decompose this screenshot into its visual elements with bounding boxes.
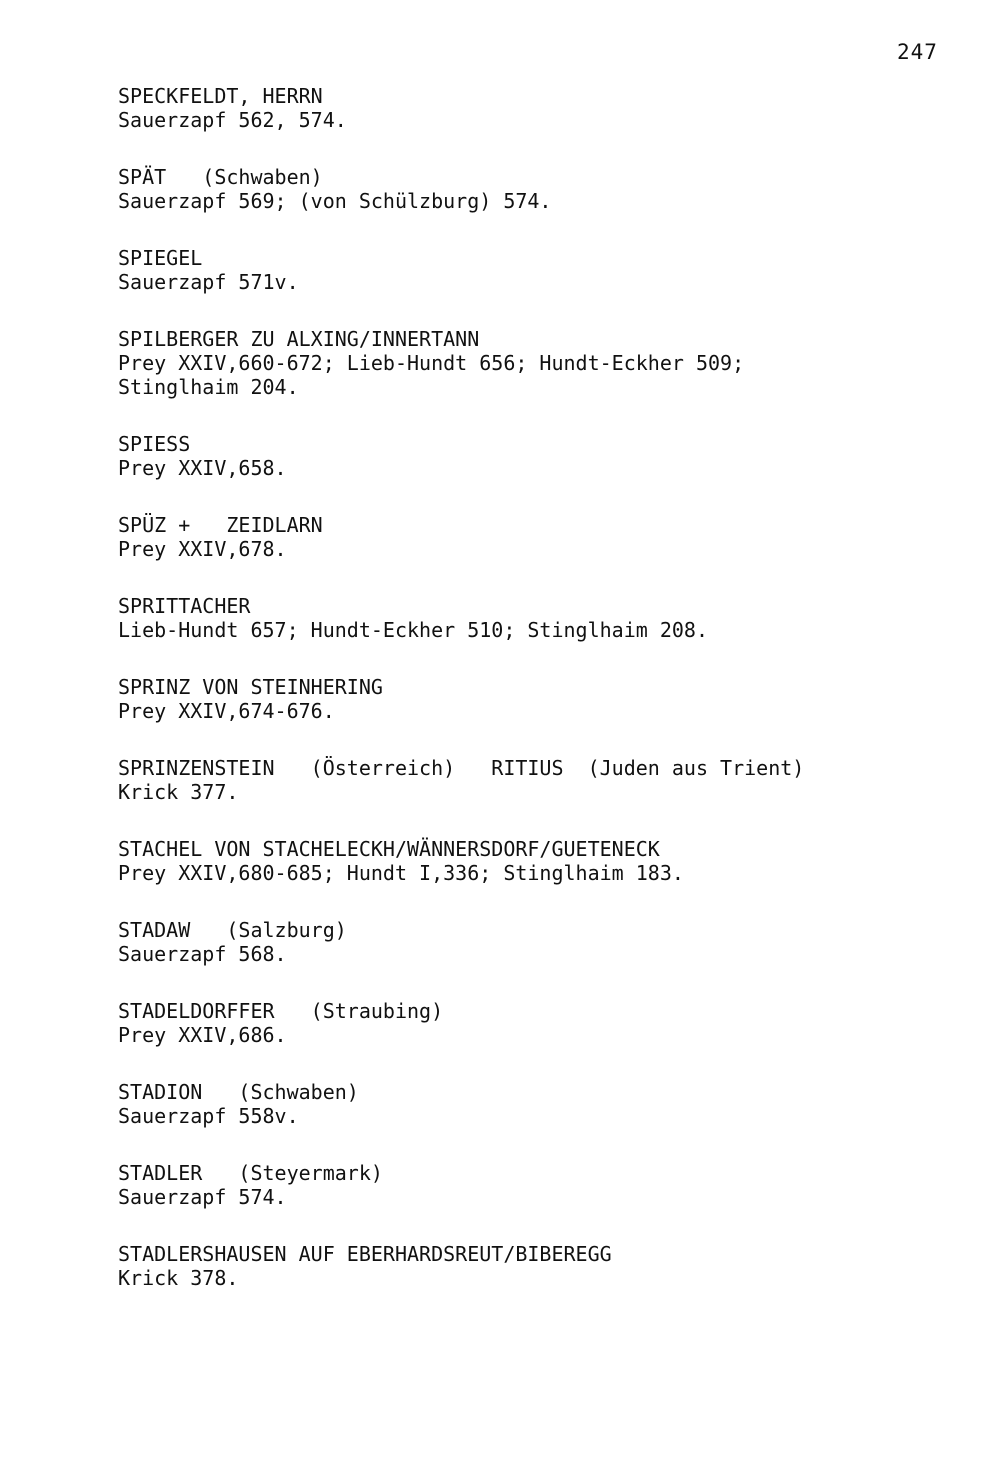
list-item [118,246,978,294]
entry-reference: Prey XXIV,660-672; Lieb-Hundt 656; Hundt-Eckher 509; [118,351,745,375]
entry-heading: SPÄT (Schwaben) [118,165,323,189]
entry-reference: Prey XXIV,680-685; Hundt I,336; Stinglhaim 183. [118,861,684,885]
entry-reference: Prey XXIV,678. [118,537,287,561]
entry-heading: STADELDORFFER (Straubing) [118,999,444,1023]
entry-heading: STADLERSHAUSEN AUF EBERHARDSREUT/BIBEREGG [118,1242,612,1266]
entry-reference: Prey XXIV,674-676. [118,699,335,723]
entry-list [118,84,978,1323]
entry-reference: Sauerzapf 571v. [118,270,299,294]
entry-heading: STADAW (Salzburg) [118,918,347,942]
list-item [118,327,978,399]
entry-reference: Krick 378. [118,1266,239,1290]
list-item [118,84,978,132]
entry-reference: Krick 377. [118,780,239,804]
entry-reference: Stinglhaim 204. [118,375,299,399]
entry-reference: Sauerzapf 562, 574. [118,108,347,132]
entry-heading: SPECKFELDT, HERRN [118,84,323,108]
entry-reference: Sauerzapf 569; (von Schülzburg) 574. [118,189,552,213]
entry-heading: SPIESS [118,432,191,456]
entry-reference: Prey XXIV,658. [118,456,287,480]
list-item [118,999,978,1047]
list-item [118,1242,978,1290]
entry-reference: Sauerzapf 574. [118,1185,287,1209]
list-item [118,432,978,480]
entry-heading: STADLER (Steyermark) [118,1161,383,1185]
list-item [118,918,978,966]
entry-heading: SPRINZENSTEIN (Österreich) RITIUS (Juden aus Trient) [118,756,805,780]
entry-reference: Prey XXIV,686. [118,1023,287,1047]
list-item [118,1080,978,1128]
entry-heading: SPIEGEL [118,246,203,270]
entry-reference: Sauerzapf 568. [118,942,287,966]
entry-heading: SPÜZ + ZEIDLARN [118,513,323,537]
entry-heading: STADION (Schwaben) [118,1080,359,1104]
list-item [118,1161,978,1209]
entry-reference: Sauerzapf 558v. [118,1104,299,1128]
list-item [118,594,978,642]
entry-heading: SPILBERGER ZU ALXING/INNERTANN [118,327,480,351]
page-number: 247 [897,40,938,64]
list-item [118,756,978,804]
entry-heading: STACHEL VON STACHELECKH/WÄNNERSDORF/GUETENECK [118,837,660,861]
list-item [118,513,978,561]
entry-heading: SPRITTACHER [118,594,251,618]
list-item [118,675,978,723]
entry-reference: Lieb-Hundt 657; Hundt-Eckher 510; Stinglhaim 208. [118,618,709,642]
list-item [118,165,978,213]
entry-heading: SPRINZ VON STEINHERING [118,675,383,699]
list-item [118,837,978,885]
